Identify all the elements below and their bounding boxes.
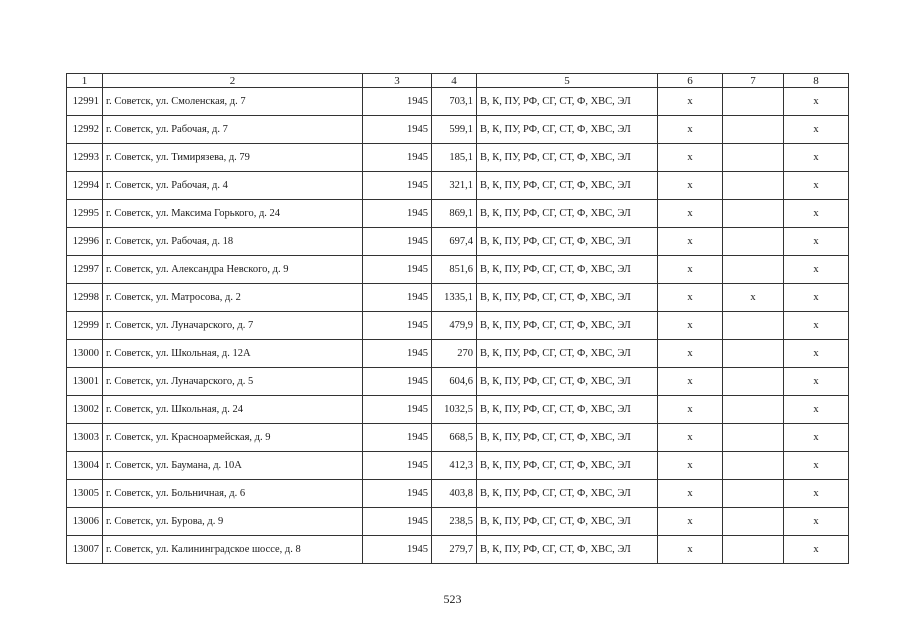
- row-address: г. Советск, ул. Смоленская, д. 7: [103, 88, 363, 116]
- row-area: 279,7: [432, 536, 477, 564]
- row-col7-mark: [723, 368, 784, 396]
- row-area: 1032,5: [432, 396, 477, 424]
- row-address: г. Советск, ул. Матросова, д. 2: [103, 284, 363, 312]
- row-systems: В, К, ПУ, РФ, СГ, СТ, Ф, ХВС, ЭЛ: [477, 368, 658, 396]
- table-row: [67, 200, 849, 228]
- row-col7-mark: [723, 452, 784, 480]
- row-col8-mark: х: [784, 508, 849, 536]
- row-systems: В, К, ПУ, РФ, СГ, СТ, Ф, ХВС, ЭЛ: [477, 88, 658, 116]
- row-number: 12995: [67, 200, 103, 228]
- row-col7-mark: [723, 116, 784, 144]
- row-col6-mark: х: [658, 228, 723, 256]
- row-area: 668,5: [432, 424, 477, 452]
- header-row: [67, 74, 849, 88]
- row-systems: В, К, ПУ, РФ, СГ, СТ, Ф, ХВС, ЭЛ: [477, 536, 658, 564]
- row-year: 1945: [363, 172, 432, 200]
- row-year: 1945: [363, 424, 432, 452]
- row-number: 12992: [67, 116, 103, 144]
- row-year: 1945: [363, 116, 432, 144]
- row-systems: В, К, ПУ, РФ, СГ, СТ, Ф, ХВС, ЭЛ: [477, 508, 658, 536]
- row-number: 12996: [67, 228, 103, 256]
- row-year: 1945: [363, 144, 432, 172]
- row-col7-mark: [723, 88, 784, 116]
- row-systems: В, К, ПУ, РФ, СГ, СТ, Ф, ХВС, ЭЛ: [477, 452, 658, 480]
- row-col7-mark: [723, 424, 784, 452]
- table-row: [67, 172, 849, 200]
- row-number: 13005: [67, 480, 103, 508]
- row-year: 1945: [363, 228, 432, 256]
- row-col8-mark: х: [784, 144, 849, 172]
- row-area: 479,9: [432, 312, 477, 340]
- row-col8-mark: х: [784, 368, 849, 396]
- row-systems: В, К, ПУ, РФ, СГ, СТ, Ф, ХВС, ЭЛ: [477, 396, 658, 424]
- header-col-2: 2: [103, 74, 363, 88]
- row-col6-mark: х: [658, 340, 723, 368]
- row-col6-mark: х: [658, 424, 723, 452]
- row-area: 238,5: [432, 508, 477, 536]
- row-col6-mark: х: [658, 200, 723, 228]
- table-row: [67, 256, 849, 284]
- row-col6-mark: х: [658, 284, 723, 312]
- row-col7-mark: [723, 200, 784, 228]
- row-col7-mark: [723, 480, 784, 508]
- row-col6-mark: х: [658, 368, 723, 396]
- row-number: 13001: [67, 368, 103, 396]
- page-number: 523: [443, 592, 462, 606]
- table-row: [67, 508, 849, 536]
- row-col8-mark: х: [784, 424, 849, 452]
- housing-register-table: [66, 73, 849, 564]
- table-row: [67, 228, 849, 256]
- row-col8-mark: х: [784, 172, 849, 200]
- row-systems: В, К, ПУ, РФ, СГ, СТ, Ф, ХВС, ЭЛ: [477, 480, 658, 508]
- row-col8-mark: х: [784, 340, 849, 368]
- row-area: 270: [432, 340, 477, 368]
- row-col8-mark: х: [784, 256, 849, 284]
- row-area: 851,6: [432, 256, 477, 284]
- row-col6-mark: х: [658, 116, 723, 144]
- row-number: 12999: [67, 312, 103, 340]
- table-row: [67, 144, 849, 172]
- row-number: 12998: [67, 284, 103, 312]
- row-number: 13000: [67, 340, 103, 368]
- row-col6-mark: х: [658, 88, 723, 116]
- row-area: 185,1: [432, 144, 477, 172]
- row-col8-mark: х: [784, 116, 849, 144]
- row-col6-mark: х: [658, 172, 723, 200]
- row-address: г. Советск, ул. Рабочая, д. 4: [103, 172, 363, 200]
- table-row: [67, 396, 849, 424]
- row-col6-mark: х: [658, 536, 723, 564]
- row-area: 703,1: [432, 88, 477, 116]
- row-col8-mark: х: [784, 536, 849, 564]
- row-number: 12991: [67, 88, 103, 116]
- row-col6-mark: х: [658, 480, 723, 508]
- table-row: [67, 88, 849, 116]
- row-area: 412,3: [432, 452, 477, 480]
- row-systems: В, К, ПУ, РФ, СГ, СТ, Ф, ХВС, ЭЛ: [477, 200, 658, 228]
- row-systems: В, К, ПУ, РФ, СГ, СТ, Ф, ХВС, ЭЛ: [477, 144, 658, 172]
- row-address: г. Советск, ул. Калининградское шоссе, д. 8: [103, 536, 363, 564]
- row-number: 12993: [67, 144, 103, 172]
- row-area: 403,8: [432, 480, 477, 508]
- row-col7-mark: [723, 312, 784, 340]
- row-area: 604,6: [432, 368, 477, 396]
- row-systems: В, К, ПУ, РФ, СГ, СТ, Ф, ХВС, ЭЛ: [477, 256, 658, 284]
- row-year: 1945: [363, 452, 432, 480]
- row-year: 1945: [363, 508, 432, 536]
- header-col-7: 7: [723, 74, 784, 88]
- header-col-8: 8: [784, 74, 849, 88]
- row-year: 1945: [363, 312, 432, 340]
- table-row: [67, 424, 849, 452]
- row-address: г. Советск, ул. Луначарского, д. 7: [103, 312, 363, 340]
- row-col6-mark: х: [658, 256, 723, 284]
- row-number: 13006: [67, 508, 103, 536]
- row-number: 12997: [67, 256, 103, 284]
- row-year: 1945: [363, 284, 432, 312]
- row-year: 1945: [363, 200, 432, 228]
- row-area: 697,4: [432, 228, 477, 256]
- row-year: 1945: [363, 396, 432, 424]
- row-address: г. Советск, ул. Школьная, д. 24: [103, 396, 363, 424]
- header-col-4: 4: [432, 74, 477, 88]
- table-row: [67, 312, 849, 340]
- row-systems: В, К, ПУ, РФ, СГ, СТ, Ф, ХВС, ЭЛ: [477, 312, 658, 340]
- row-col6-mark: х: [658, 396, 723, 424]
- row-col6-mark: х: [658, 144, 723, 172]
- row-area: 1335,1: [432, 284, 477, 312]
- row-number: 13003: [67, 424, 103, 452]
- row-col7-mark: [723, 228, 784, 256]
- row-col8-mark: х: [784, 452, 849, 480]
- row-systems: В, К, ПУ, РФ, СГ, СТ, Ф, ХВС, ЭЛ: [477, 172, 658, 200]
- row-area: 599,1: [432, 116, 477, 144]
- row-address: г. Советск, ул. Максима Горького, д. 24: [103, 200, 363, 228]
- row-col7-mark: [723, 508, 784, 536]
- row-col7-mark: х: [723, 284, 784, 312]
- row-year: 1945: [363, 480, 432, 508]
- row-year: 1945: [363, 536, 432, 564]
- row-year: 1945: [363, 368, 432, 396]
- row-address: г. Советск, ул. Александра Невского, д. 9: [103, 256, 363, 284]
- row-address: г. Советск, ул. Баумана, д. 10А: [103, 452, 363, 480]
- header-col-3: 3: [363, 74, 432, 88]
- row-number: 13002: [67, 396, 103, 424]
- row-col8-mark: х: [784, 200, 849, 228]
- row-year: 1945: [363, 340, 432, 368]
- row-systems: В, К, ПУ, РФ, СГ, СТ, Ф, ХВС, ЭЛ: [477, 424, 658, 452]
- row-area: 321,1: [432, 172, 477, 200]
- header-col-6: 6: [658, 74, 723, 88]
- row-address: г. Советск, ул. Школьная, д. 12А: [103, 340, 363, 368]
- row-col8-mark: х: [784, 480, 849, 508]
- row-address: г. Советск, ул. Рабочая, д. 18: [103, 228, 363, 256]
- row-address: г. Советск, ул. Красноармейская, д. 9: [103, 424, 363, 452]
- row-col6-mark: х: [658, 508, 723, 536]
- row-col8-mark: х: [784, 228, 849, 256]
- table-row: [67, 368, 849, 396]
- row-col8-mark: х: [784, 312, 849, 340]
- row-col7-mark: [723, 256, 784, 284]
- row-number: 13007: [67, 536, 103, 564]
- row-col6-mark: х: [658, 312, 723, 340]
- table-row: [67, 340, 849, 368]
- header-col-5: 5: [477, 74, 658, 88]
- table-row: [67, 480, 849, 508]
- row-systems: В, К, ПУ, РФ, СГ, СТ, Ф, ХВС, ЭЛ: [477, 284, 658, 312]
- row-area: 869,1: [432, 200, 477, 228]
- row-year: 1945: [363, 256, 432, 284]
- row-number: 13004: [67, 452, 103, 480]
- row-col8-mark: х: [784, 88, 849, 116]
- row-col8-mark: х: [784, 284, 849, 312]
- table-row: [67, 452, 849, 480]
- row-address: г. Советск, ул. Бурова, д. 9: [103, 508, 363, 536]
- row-col7-mark: [723, 340, 784, 368]
- row-address: г. Советск, ул. Луначарского, д. 5: [103, 368, 363, 396]
- row-address: г. Советск, ул. Тимирязева, д. 79: [103, 144, 363, 172]
- row-col7-mark: [723, 396, 784, 424]
- row-systems: В, К, ПУ, РФ, СГ, СТ, Ф, ХВС, ЭЛ: [477, 228, 658, 256]
- table-row: [67, 116, 849, 144]
- row-systems: В, К, ПУ, РФ, СГ, СТ, Ф, ХВС, ЭЛ: [477, 340, 658, 368]
- row-systems: В, К, ПУ, РФ, СГ, СТ, Ф, ХВС, ЭЛ: [477, 116, 658, 144]
- row-col7-mark: [723, 172, 784, 200]
- row-col6-mark: х: [658, 452, 723, 480]
- row-number: 12994: [67, 172, 103, 200]
- row-col7-mark: [723, 536, 784, 564]
- row-address: г. Советск, ул. Больничная, д. 6: [103, 480, 363, 508]
- header-col-1: 1: [67, 74, 103, 88]
- row-year: 1945: [363, 88, 432, 116]
- row-address: г. Советск, ул. Рабочая, д. 7: [103, 116, 363, 144]
- table-row: [67, 536, 849, 564]
- row-col7-mark: [723, 144, 784, 172]
- table-row: [67, 284, 849, 312]
- row-col8-mark: х: [784, 396, 849, 424]
